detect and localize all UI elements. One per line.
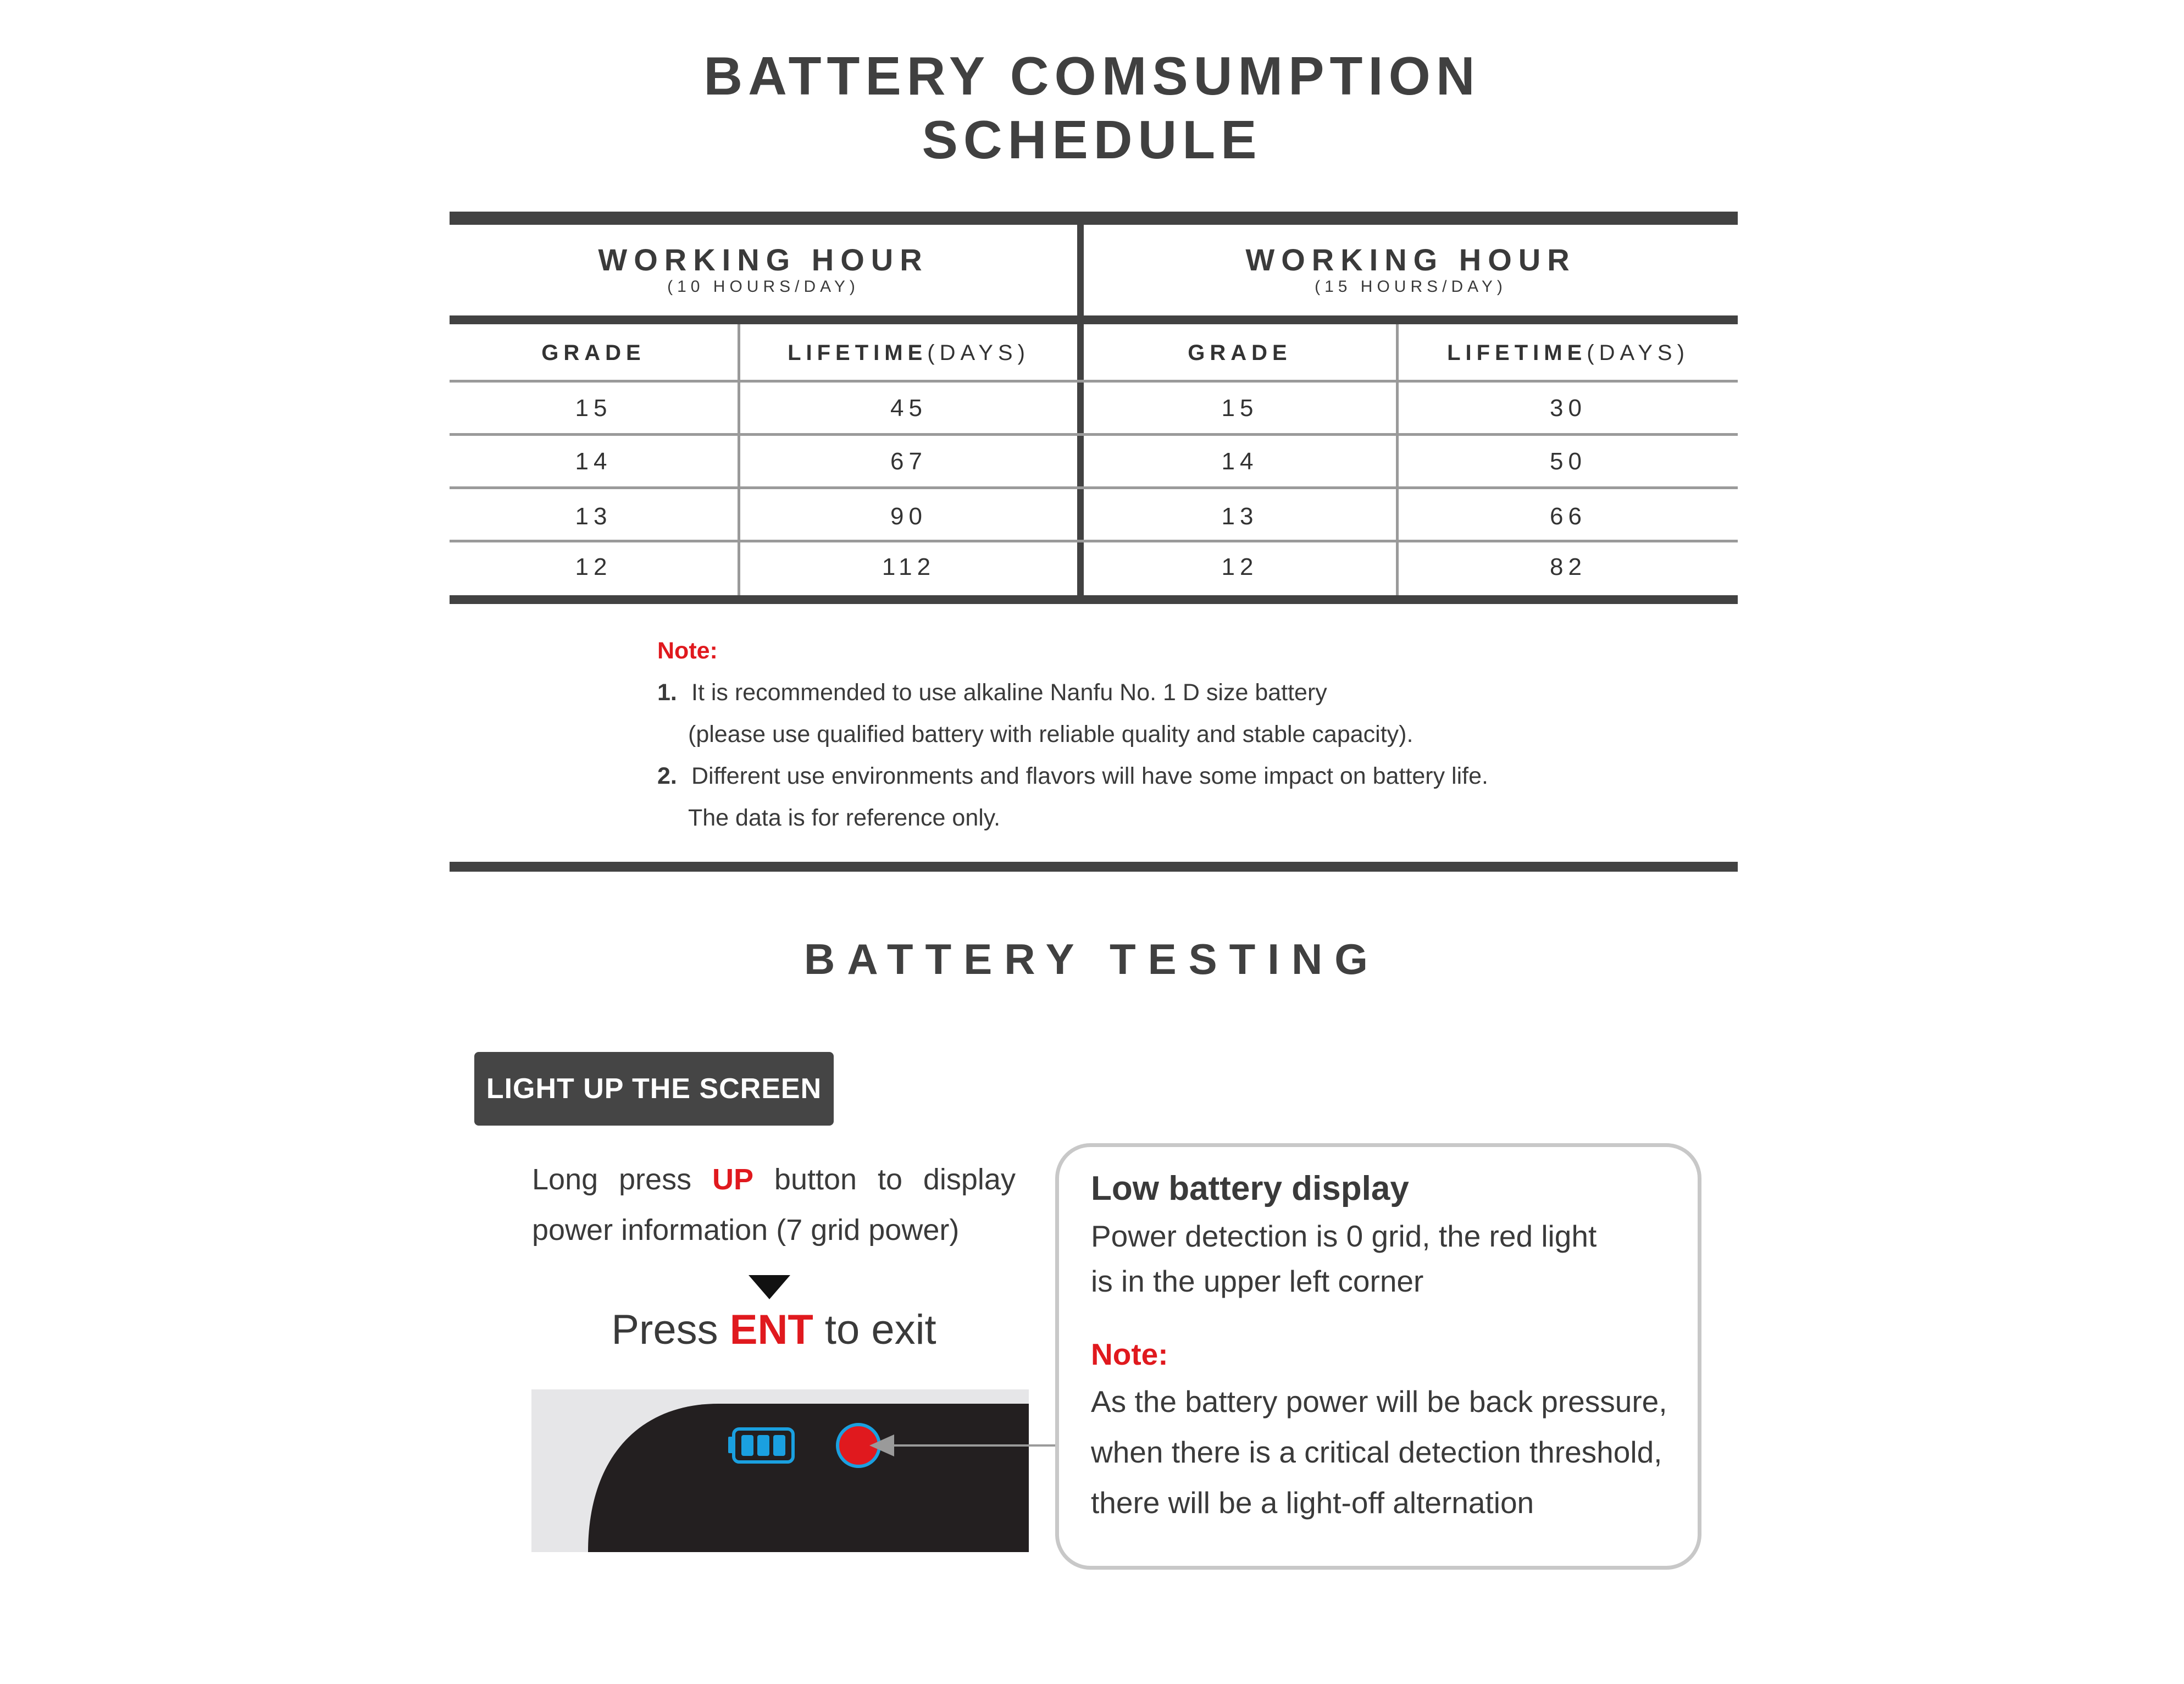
light-up-screen-tag: LIGHT UP THE SCREEN xyxy=(474,1052,834,1126)
device-screen-illustration xyxy=(531,1389,1029,1552)
lifetime-header-label: LIFETIME xyxy=(788,341,928,365)
grade-header: GRADE xyxy=(1188,341,1292,365)
table-bottom-rule xyxy=(450,595,1738,604)
grade-cell: 13 xyxy=(575,503,612,530)
note-item xyxy=(657,755,1488,797)
low-battery-title: Low battery display xyxy=(1091,1170,1409,1207)
table-top-rule xyxy=(450,212,1738,225)
group-header-10h xyxy=(450,242,1077,296)
low-battery-line: Power detection is 0 grid, the red light xyxy=(1091,1219,1597,1253)
up-key-label: UP xyxy=(712,1163,753,1196)
lifetime-cell: 82 xyxy=(1550,553,1587,580)
lifetime-header xyxy=(740,341,1077,365)
row-rule xyxy=(450,486,1738,489)
row-rule xyxy=(450,433,1738,436)
instruction-line1 xyxy=(532,1154,1016,1205)
schedule-title-line1: BATTERY COMSUMPTION xyxy=(703,46,1481,106)
low-battery-line: is in the upper left corner xyxy=(1091,1264,1424,1298)
lifetime-header-unit: (DAYS) xyxy=(1587,341,1689,365)
grade-cell: 15 xyxy=(1221,395,1259,422)
low-battery-note-line: when there is a critical detection threshold, xyxy=(1091,1435,1662,1469)
lifetime-cell: 50 xyxy=(1550,448,1587,475)
row-rule xyxy=(450,380,1738,383)
lifetime-header-unit: (DAYS) xyxy=(927,341,1030,365)
note-text: Different use environments and flavors will have some impact on battery life. xyxy=(691,763,1488,789)
row-rule xyxy=(450,540,1738,542)
schedule-title xyxy=(0,44,2184,171)
lifetime-cell: 90 xyxy=(890,503,927,530)
exit-pre: Press xyxy=(611,1306,718,1353)
group-header-15h xyxy=(1084,242,1738,296)
group-subtitle: (15 HOURS/DAY) xyxy=(1315,278,1507,296)
pointer-line-extension xyxy=(1029,1444,1056,1447)
lifetime-cell: 30 xyxy=(1550,395,1587,422)
testing-title: BATTERY TESTING xyxy=(804,935,1380,983)
note-label: Note: xyxy=(657,638,718,664)
grade-cell: 12 xyxy=(575,553,612,580)
instruction-post: button to display xyxy=(774,1163,1016,1196)
lifetime-cell: 45 xyxy=(890,395,927,422)
grade-cell: 13 xyxy=(1221,503,1259,530)
header-rule xyxy=(450,315,1738,324)
note-number: 2. xyxy=(657,763,677,789)
table-center-divider xyxy=(1077,225,1084,604)
lifetime-cell: 112 xyxy=(882,553,936,580)
schedule-title-line2: SCHEDULE xyxy=(922,109,1262,170)
lifetime-cell: 66 xyxy=(1550,503,1587,530)
note-text: It is recommended to use alkaline Nanfu No. 1 D size battery xyxy=(691,679,1327,706)
schedule-notes xyxy=(657,630,1488,839)
exit-instruction xyxy=(532,1303,1016,1358)
grade-header: GRADE xyxy=(541,341,646,365)
group-title: WORKING HOUR xyxy=(1245,242,1576,277)
section-divider xyxy=(450,862,1738,872)
grade-cell: 14 xyxy=(575,448,612,475)
lifetime-header xyxy=(1399,341,1738,365)
ent-key-label: ENT xyxy=(729,1306,813,1353)
lifetime-header-label: LIFETIME xyxy=(1447,341,1587,365)
note-text: The data is for reference only. xyxy=(688,805,1001,831)
note-item xyxy=(657,672,1488,713)
exit-post: to exit xyxy=(824,1306,936,1353)
device-bezel xyxy=(588,1404,1029,1552)
instruction-line2: power information (7 grid power) xyxy=(532,1214,960,1247)
lifetime-cell: 67 xyxy=(890,448,927,475)
note-text: (please use qualified battery with reliable quality and stable capacity). xyxy=(688,721,1413,747)
down-arrow-icon xyxy=(749,1275,790,1299)
low-battery-content xyxy=(1091,1164,1695,1528)
instruction-pre: Long press xyxy=(532,1163,692,1196)
low-battery-note-label: Note: xyxy=(1091,1337,1168,1371)
grade-cell: 14 xyxy=(1221,448,1259,475)
low-battery-note-line: As the battery power will be back pressure, xyxy=(1091,1384,1667,1419)
group-subtitle: (10 HOURS/DAY) xyxy=(667,278,860,296)
low-battery-note-line: there will be a light-off alternation xyxy=(1091,1486,1534,1520)
note-number: 1. xyxy=(657,679,677,706)
grade-cell: 15 xyxy=(575,395,612,422)
group-title: WORKING HOUR xyxy=(598,242,929,277)
grade-cell: 12 xyxy=(1221,553,1259,580)
